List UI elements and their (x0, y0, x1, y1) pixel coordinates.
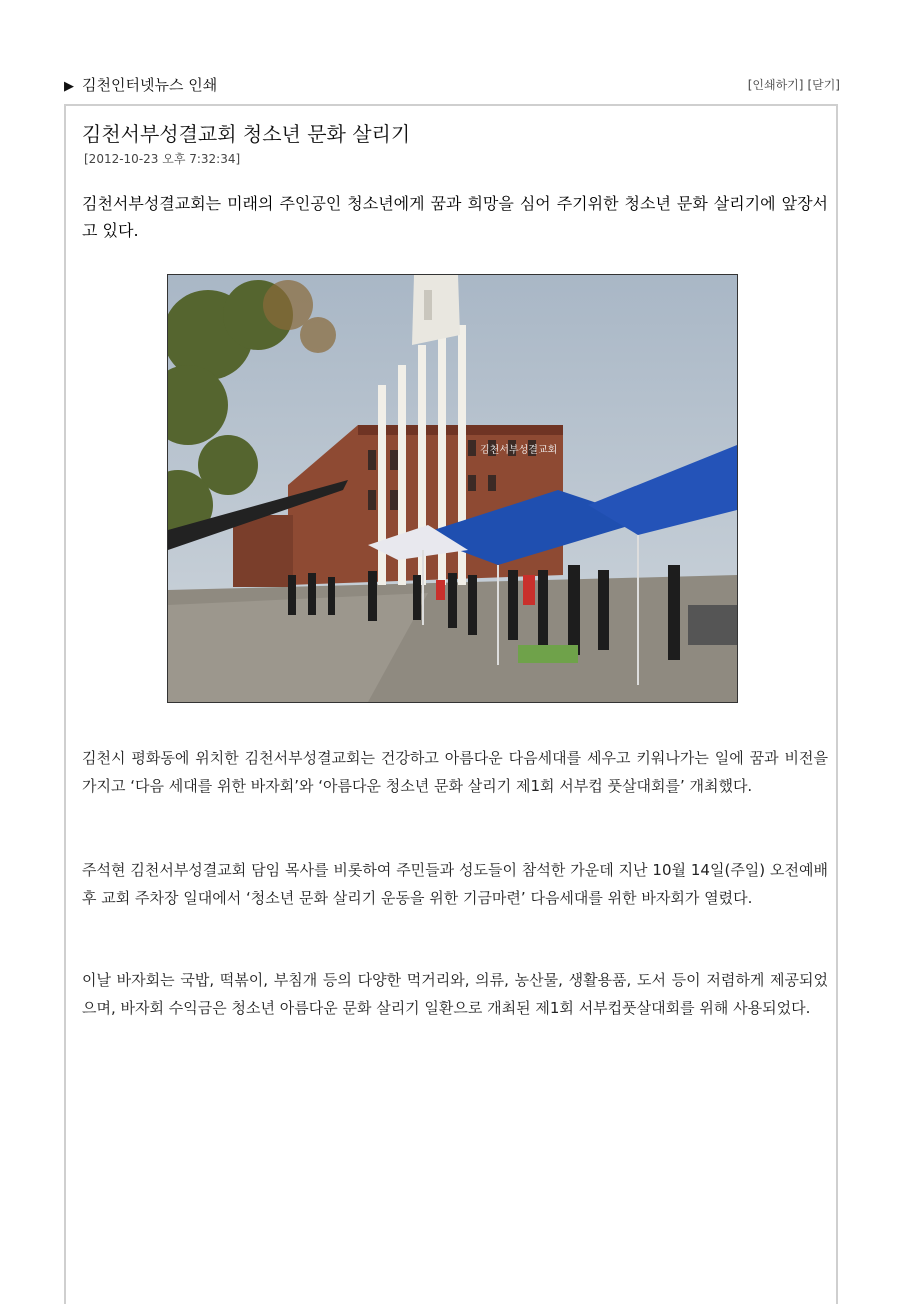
header-actions (748, 76, 840, 93)
print-header (64, 72, 842, 98)
triangle-right-icon: ▶ (64, 79, 74, 94)
article-title: 김천서부성결교회 청소년 문화 살리기 (82, 122, 411, 146)
print-link[interactable]: [인쇄하기] (747, 78, 804, 92)
church-sign-text: 김천서부성결교회 (480, 445, 558, 456)
site-label (64, 74, 217, 95)
article-date: [2012-10-23 오후 7:32:34] (84, 152, 241, 166)
article-photo (167, 274, 738, 703)
close-link[interactable]: [닫기] (807, 78, 840, 92)
article-paragraph: 이날 바자회는 국밥, 떡볶이, 부침개 등의 다양한 먹거리와, 의류, 농산물, 생활용품, 도서 등이 저렴하게 제공되었으며, 바자회 수익금은 청소년 아름다운 문화 살리기 일환으로 개최된 제1회 서부컵풋살대회를 위해 사용되었다. (82, 971, 828, 1017)
article-paragraph: 김천시 평화동에 위치한 김천서부성결교회는 건강하고 아름다운 다음세대를 세우고 키워나가는 일에 꿈과 비전을 가지고 ‘다음 세대를 위한 바자회’와 ‘아름다운 청소년 문화 살리기 제1회 서부컵 풋살대회를’ 개최했다. (82, 749, 828, 795)
article-paragraph: 주석현 김천서부성결교회 담임 목사를 비롯하여 주민들과 성도들이 참석한 가운데 지난 10월 14일(주일) 오전예배 후 교회 주차장 일대에서 ‘청소년 문화 살리기 운동을 위한 기금마련’ 다음세대를 위한 바자회가 열렸다. (82, 861, 828, 907)
site-label-text: 김천인터넷뉴스 인쇄 (82, 76, 218, 94)
article-lead: 김천서부성결교회는 미래의 주인공인 청소년에게 꿈과 희망을 심어 주기위한 청소년 문화 살리기에 앞장서고 있다. (82, 194, 828, 240)
church-bazaar-photo (168, 275, 737, 702)
